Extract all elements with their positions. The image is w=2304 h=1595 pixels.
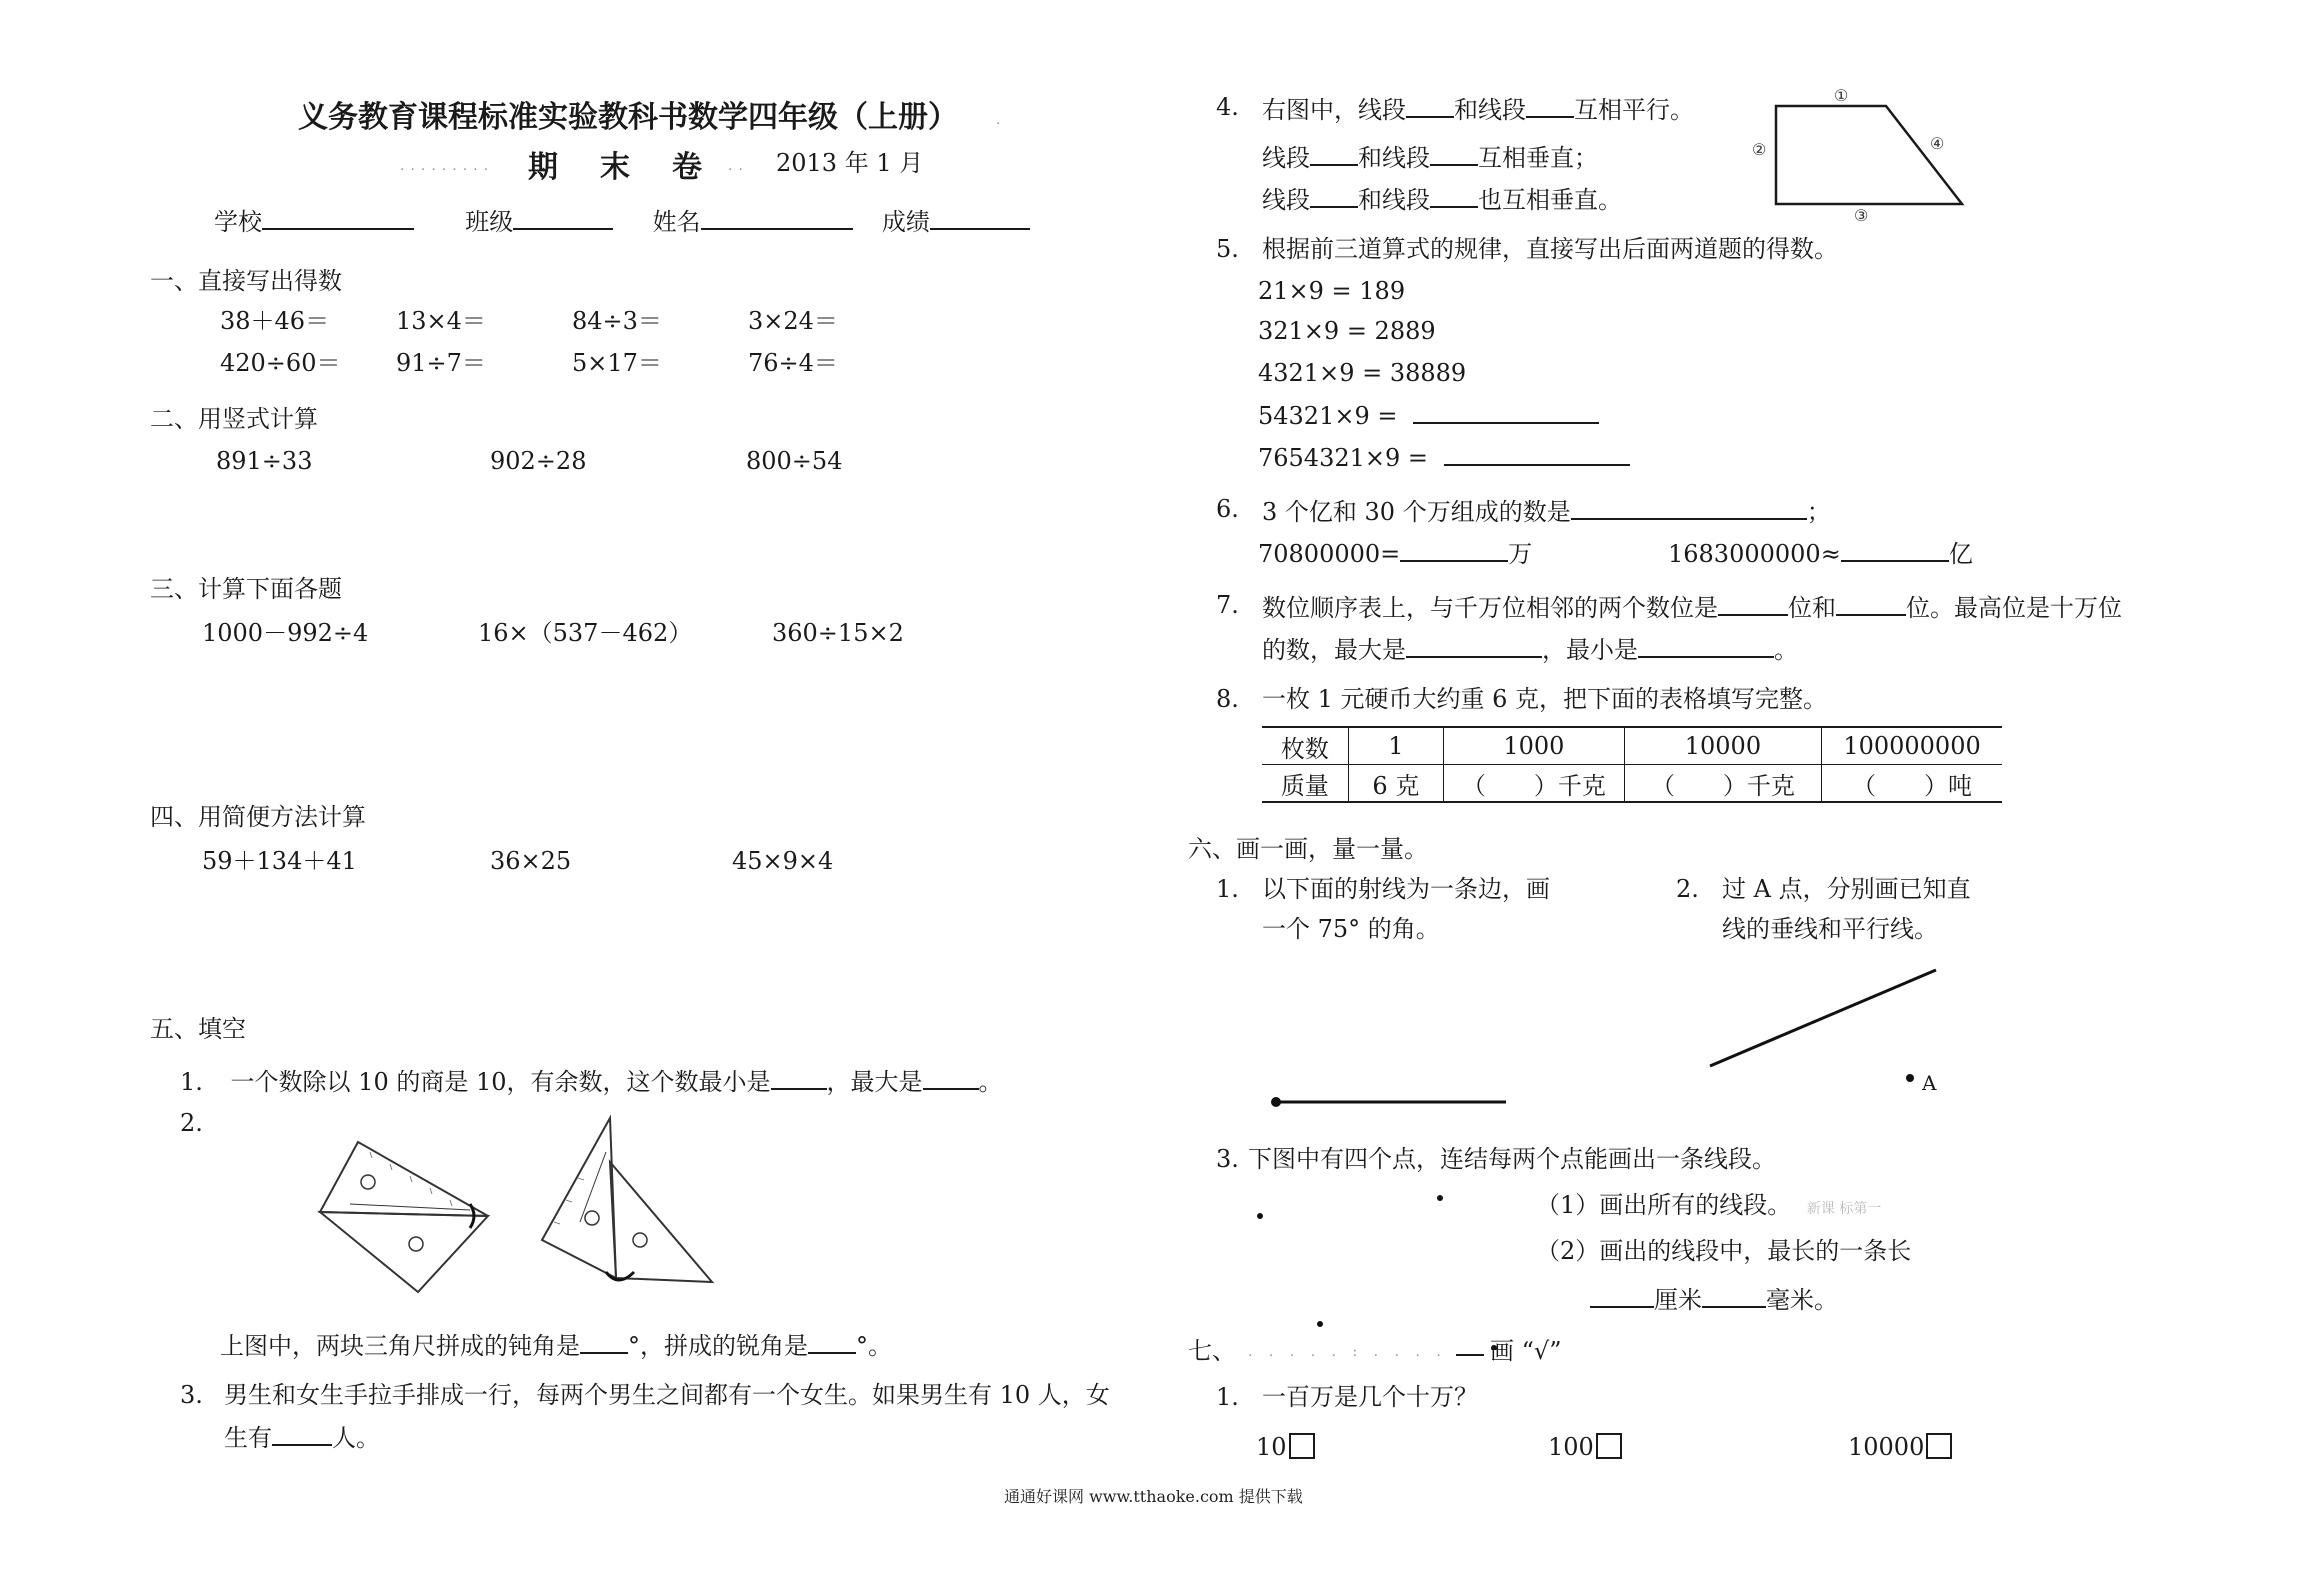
option-10000[interactable]: [1848, 1432, 1952, 1462]
s3-item: 16×（537－462）: [478, 619, 693, 647]
q4-l3-b: 和线段: [1358, 186, 1430, 214]
given-line: [1710, 970, 1936, 1066]
s5-q7-line2: [1262, 632, 1798, 665]
q4-l2-c: 互相垂直；: [1478, 144, 1598, 172]
section-2-heading: 二、用竖式计算: [150, 405, 318, 433]
q7-blank-1[interactable]: [1718, 590, 1788, 616]
q7-blank-3[interactable]: [1406, 632, 1542, 658]
s7-q1-number: 1.: [1216, 1383, 1239, 1411]
q5-line: 4321×9 = 38889: [1258, 359, 1467, 387]
q6-text-b: ；: [1806, 498, 1831, 526]
q5-blank-1[interactable]: [1413, 398, 1599, 424]
q3-line1: 男生和女生手拉手排成一行，每两个男生之间都有一个女生。如果男生有 10 人，女: [224, 1381, 1110, 1409]
coin-mass-table: [1262, 726, 2002, 803]
q5-number: 5.: [1216, 235, 1239, 263]
exam-date: 2013 年 1 月: [776, 149, 924, 177]
checkbox[interactable]: [1289, 1433, 1315, 1459]
point: [1257, 1213, 1263, 1219]
s1-item: 38＋46＝: [220, 307, 330, 335]
segment-label-1: ①: [1834, 86, 1849, 105]
school-blank[interactable]: [262, 204, 414, 230]
mm-unit: 毫米。: [1766, 1286, 1838, 1314]
option-label: 100: [1548, 1433, 1594, 1461]
s6-q3-sub1-text: （1）画出所有的线段。: [1536, 1191, 1792, 1219]
s5-q4-line3: [1262, 182, 1622, 215]
trapezoid-shape: [1776, 106, 1962, 204]
s6-q1-line1: 以下面的射线为一条边，画: [1262, 875, 1550, 903]
q5-line: [1258, 440, 1630, 473]
q4-l2-b: 和线段: [1358, 144, 1430, 172]
section-6-heading: 六、画一画，量一量。: [1188, 835, 1428, 863]
q6-text-d: 万: [1508, 540, 1533, 568]
q3-blank-girls[interactable]: [272, 1420, 332, 1446]
q2-text-b: °，拼成的锐角是: [628, 1332, 808, 1360]
s6-q3-number: 3.: [1216, 1145, 1239, 1173]
q6-blank-1[interactable]: [1571, 494, 1807, 520]
q5-line: [1258, 398, 1599, 431]
cm-unit: 厘米: [1654, 1286, 1702, 1314]
q2-blank-obtuse[interactable]: [580, 1328, 628, 1354]
table-cell-input[interactable]: （ ）千克: [1443, 765, 1624, 803]
name-blank[interactable]: [701, 204, 853, 230]
table-cell: 10000: [1624, 727, 1821, 765]
q4-text-a: 右图中，线段: [1262, 96, 1406, 124]
s5-q6-line2: [1258, 536, 1532, 569]
q6-text-e: 1683000000≈: [1668, 540, 1841, 568]
segment-label-3: ③: [1854, 206, 1869, 225]
class-label: 班级: [465, 208, 514, 236]
q7-text-c: 位。最高位是十万位: [1906, 594, 2122, 622]
set-squares-figure: [310, 1112, 730, 1296]
section-3-heading: 三、计算下面各题: [150, 575, 342, 603]
dot-leader: . . . . . : . . . .: [1248, 1344, 1447, 1360]
q6-number: 6.: [1216, 495, 1239, 523]
q8-number: 8.: [1216, 685, 1239, 713]
s5-q4-line1: [1262, 92, 1694, 125]
q7-number: 7.: [1216, 591, 1239, 619]
section-7-heading: 七、: [1188, 1337, 1236, 1365]
table-row: [1262, 727, 2002, 765]
s6-q3-text: 下图中有四个点，连结每两个点能画出一条线段。: [1248, 1145, 1776, 1173]
s5-q7-line1: [1262, 590, 2122, 623]
s3-item: 360÷15×2: [772, 619, 904, 647]
q8-text: 一枚 1 元硬币大约重 6 克，把下面的表格填写完整。: [1262, 685, 1828, 713]
s1-item: 84÷3＝: [572, 307, 662, 335]
table-cell-input[interactable]: （ ）吨: [1822, 765, 2002, 803]
s1-item: 91÷7＝: [396, 349, 486, 377]
q5-line-text: 7654321×9 =: [1258, 444, 1429, 472]
q7-blank-4[interactable]: [1638, 632, 1774, 658]
triangle-ruler-left-a: [320, 1142, 488, 1216]
q5-blank-2[interactable]: [1444, 440, 1630, 466]
q4-number: 4.: [1216, 93, 1239, 121]
q5-line: 321×9 = 2889: [1258, 317, 1436, 345]
q4-l2-a: 线段: [1262, 144, 1310, 172]
s6-q3-sub1: [1536, 1190, 1881, 1224]
score-blank[interactable]: [930, 204, 1030, 230]
school-label: 学校: [214, 208, 262, 236]
q1-blank-min[interactable]: [771, 1064, 827, 1090]
q2-blank-acute[interactable]: [808, 1328, 856, 1354]
q2-number: 2.: [180, 1109, 203, 1137]
s1-item: 420÷60＝: [220, 349, 341, 377]
section-1-heading: 一、直接写出得数: [150, 267, 342, 295]
table-cell: 6 克: [1348, 765, 1443, 803]
four-points-figure: [1240, 1180, 1540, 1350]
q4-blank-3[interactable]: [1310, 140, 1358, 166]
s5-q6-line2b: [1668, 536, 1973, 569]
q4-text-c: 互相平行。: [1574, 96, 1694, 124]
table-cell-input[interactable]: （ ）千克: [1624, 765, 1821, 803]
q6-text-c: 70800000=: [1258, 540, 1401, 568]
q7-text-e: ，最小是: [1542, 636, 1638, 664]
length-mm-blank[interactable]: [1702, 1282, 1766, 1308]
s6-q1-line2: 一个 75° 的角。: [1262, 915, 1440, 943]
table-cell: 100000000: [1822, 727, 2002, 765]
triangle-ruler-left-b: [320, 1212, 488, 1292]
s2-item: 800÷54: [746, 447, 843, 475]
q7-text-d: 的数，最大是: [1262, 636, 1406, 664]
q3-text-b: 人。: [332, 1424, 380, 1452]
q7-text-f: 。: [1774, 636, 1798, 664]
q2-text-c: °。: [856, 1332, 892, 1360]
q1-blank-max[interactable]: [923, 1064, 979, 1090]
s1-item: 13×4＝: [396, 307, 486, 335]
q3-number: 3.: [180, 1381, 203, 1409]
s6-q2-line2: 线的垂线和平行线。: [1722, 915, 1938, 943]
ray-endpoint: [1271, 1097, 1281, 1107]
q7-blank-2[interactable]: [1836, 590, 1906, 616]
s4-item: 36×25: [490, 847, 572, 875]
s4-item: 59＋134＋41: [202, 847, 357, 875]
triangle-ruler-right-b: [610, 1162, 712, 1282]
q5-line-text: 54321×9 =: [1258, 402, 1398, 430]
point: [1437, 1195, 1443, 1201]
s1-item: 3×24＝: [748, 307, 838, 335]
s2-item: 902÷28: [490, 447, 587, 475]
q2-text-a: 上图中，两块三角尺拼成的钝角是: [220, 1332, 580, 1360]
class-blank[interactable]: [513, 204, 613, 230]
score-label: 成绩: [881, 208, 930, 236]
section-7-blank: [1456, 1354, 1484, 1356]
checkbox[interactable]: [1926, 1433, 1952, 1459]
footer-credit: 通通好课网 www.tthaoke.com 提供下载: [1004, 1487, 1303, 1506]
checkbox[interactable]: [1596, 1433, 1622, 1459]
info-row: [214, 204, 1030, 237]
q4-blank-1[interactable]: [1406, 92, 1454, 118]
q6-blank-2[interactable]: [1400, 536, 1508, 562]
q6-blank-3[interactable]: [1841, 536, 1949, 562]
point-a: [1906, 1074, 1914, 1082]
q4-blank-4[interactable]: [1430, 140, 1478, 166]
s6-q1-number: 1.: [1216, 875, 1239, 903]
s5-q6-line1: [1262, 494, 1831, 527]
name-label: 姓名: [652, 208, 701, 236]
q7-text-b: 位和: [1788, 594, 1836, 622]
dot-leader: ..: [728, 158, 749, 174]
q6-text-f: 亿: [1948, 540, 1973, 568]
table-cell: 枚数: [1262, 727, 1348, 765]
option-label: 10: [1256, 1433, 1287, 1461]
s6-q3-answer: [1590, 1282, 1838, 1315]
q4-l3-a: 线段: [1262, 186, 1310, 214]
option-10[interactable]: [1256, 1432, 1315, 1462]
segment-label-4: ④: [1930, 134, 1945, 153]
s4-item: 45×9×4: [732, 847, 834, 875]
table-cell: 质量: [1262, 765, 1348, 803]
s6-q3-sub2: （2）画出的线段中，最长的一条长: [1536, 1237, 1912, 1265]
section-7-tail: 画 “√”: [1490, 1337, 1562, 1365]
s5-q2-text: [220, 1328, 892, 1361]
exam-title: 义务教育课程标准实验教科书数学四年级（上册）: [298, 100, 958, 135]
point: [1317, 1321, 1323, 1327]
point-a-label: A: [1922, 1071, 1937, 1095]
q5-line: 21×9 = 189: [1258, 277, 1406, 305]
q1-text-a: 一个数除以 10 的商是 10，有余数，这个数最小是: [230, 1068, 771, 1096]
table-cell: 1: [1348, 727, 1443, 765]
faint-watermark: 新课 标第一: [1806, 1201, 1882, 1217]
trapezoid-figure: [1746, 84, 1976, 224]
q4-text-b: 和线段: [1454, 96, 1526, 124]
q4-l3-c: 也互相垂直。: [1478, 186, 1622, 214]
s6-q2-number: 2.: [1676, 875, 1699, 903]
q4-blank-6[interactable]: [1430, 182, 1478, 208]
s3-item: 1000－992÷4: [202, 619, 369, 647]
s1-item: 5×17＝: [572, 349, 662, 377]
drawing-area: [1260, 960, 1960, 1120]
dot-leader: .: [996, 112, 1007, 128]
table-row: [1262, 765, 2002, 803]
exam-subtitle: 期 末 卷: [528, 150, 708, 185]
s7-q1-text: 一百万是几个十万？: [1262, 1383, 1478, 1411]
s5-q4-line2: [1262, 140, 1598, 173]
q7-text-a: 数位顺序表上，与千万位相邻的两个数位是: [1262, 594, 1718, 622]
dot-leader: .........: [400, 158, 495, 174]
q3-text-a: 生有: [224, 1424, 272, 1452]
s5-q1: [180, 1064, 1003, 1097]
section-5-heading: 五、填空: [150, 1015, 246, 1043]
s2-item: 891÷33: [216, 447, 313, 475]
q1-text-c: 。: [978, 1068, 1003, 1096]
table-cell: 1000: [1443, 727, 1624, 765]
s6-q2-line1: 过 A 点，分别画已知直: [1722, 875, 1971, 903]
q5-text: 根据前三道算式的规律，直接写出后面两道题的得数。: [1262, 235, 1838, 263]
option-100[interactable]: [1548, 1432, 1622, 1462]
q4-blank-5[interactable]: [1310, 182, 1358, 208]
q1-text-b: ，最大是: [826, 1068, 923, 1096]
s5-q3-line2: [224, 1420, 380, 1453]
segment-label-2: ②: [1752, 140, 1767, 159]
section-4-heading: 四、用简便方法计算: [150, 803, 366, 831]
length-cm-blank[interactable]: [1590, 1282, 1654, 1308]
triangle-ruler-right-a: [542, 1118, 616, 1278]
s1-item: 76÷4＝: [748, 349, 838, 377]
q6-text-a: 3 个亿和 30 个万组成的数是: [1262, 498, 1571, 526]
q4-blank-2[interactable]: [1526, 92, 1574, 118]
q1-number: 1.: [180, 1068, 203, 1096]
option-label: 10000: [1848, 1433, 1925, 1461]
